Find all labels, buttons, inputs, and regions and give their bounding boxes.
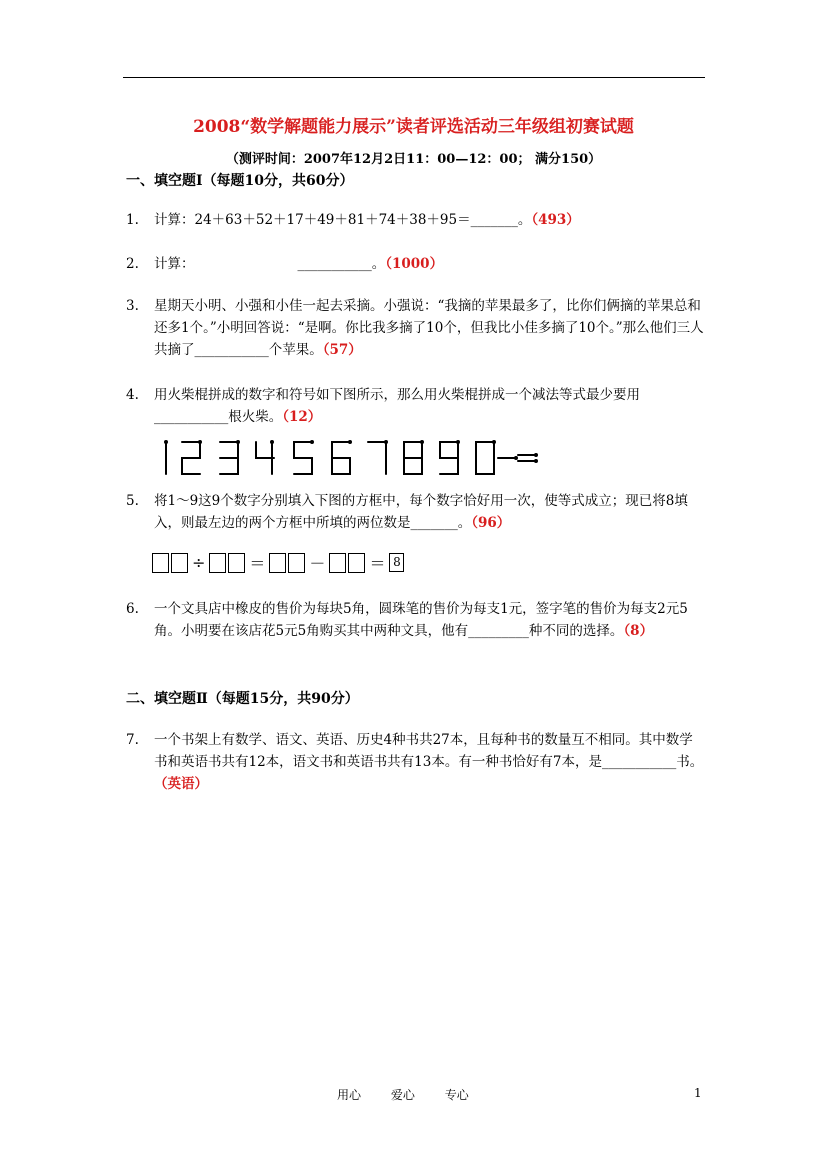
- page-number: 1: [694, 1086, 702, 1100]
- question-answer: （96）: [471, 515, 511, 531]
- question-5: [126, 490, 706, 534]
- question-4: [126, 384, 706, 428]
- empty-box: [329, 553, 346, 573]
- header-rule: [123, 77, 705, 78]
- question-answer: （英语）: [154, 776, 208, 792]
- exam-subtitle: （测评时间：2007年12月2日11：00—12：00； 满分150）: [225, 152, 602, 167]
- question-text: 将1～9这9个数字分别填入下图的方框中，每个数字恰好用一次，使等式成立；现已将8填入，则最左边的两个方框中所填的两位数是_______。: [154, 493, 688, 531]
- question-2: [126, 253, 706, 275]
- question-answer: （12）: [282, 409, 322, 425]
- empty-box: [288, 553, 305, 573]
- empty-box: [269, 553, 286, 573]
- equals-sign: ＝: [369, 554, 386, 573]
- question-text: 用火柴棍拼成的数字和符号如下图所示，那么用火柴棍拼成一个减法等式最少要用___________根火柴。: [154, 387, 640, 425]
- question-text: 一个书架上有数学、语文、英语、历史4种书共27本，且每种书的数量互不相同。其中数学书和英语书共有12本，语文书和英语书共有13本。有一种书恰好有7本，是___________书。: [154, 732, 704, 770]
- question-number: 3.: [126, 298, 139, 314]
- question-number: 7.: [126, 732, 139, 748]
- question-text: 计算：24＋63＋52＋17＋49＋81＋74＋38＋95＝_______。: [154, 212, 532, 228]
- filled-box-8: 8: [389, 553, 404, 572]
- question-1: [126, 209, 706, 231]
- empty-box: [171, 553, 188, 573]
- exam-title: 2008“数学解题能力展示”读者评选活动三年级组初赛试题: [193, 117, 634, 137]
- empty-box: [152, 553, 169, 573]
- matchstick-digits-figure: [160, 438, 540, 478]
- question-answer: （493）: [531, 212, 580, 228]
- question-text: 星期天小明、小强和小佳一起去采摘。小强说：“我摘的苹果最多了，比你们俩摘的苹果总和还多1个。”小明回答说：“是啊。你比我多摘了10个，但我比小佳多摘了10个。”那么他们三人共摘了___________个苹果。: [154, 298, 704, 358]
- question-7: [126, 729, 706, 795]
- question-number: 1.: [126, 212, 139, 228]
- minus-sign: －: [309, 554, 326, 573]
- equals-sign: ＝: [249, 554, 266, 573]
- footer-word: 爱心: [390, 1088, 415, 1102]
- question-answer: （1000）: [385, 256, 444, 272]
- footer-word: 专心: [444, 1088, 469, 1102]
- question-answer: （57）: [322, 342, 362, 358]
- equation-boxes: [152, 551, 406, 574]
- section-1-heading: 一、填空题Ⅰ（每题10分，共60分）: [126, 173, 354, 189]
- divide-sign: ÷: [192, 553, 206, 572]
- empty-box: [209, 553, 226, 573]
- empty-box: [228, 553, 245, 573]
- question-3: [126, 295, 706, 361]
- footer-word: 用心: [337, 1088, 362, 1102]
- question-number: 6.: [126, 601, 139, 617]
- question-6: [126, 598, 706, 642]
- question-number: 2.: [126, 256, 139, 272]
- question-text: 一个文具店中橡皮的售价为每块5角，圆珠笔的售价为每支1元，签字笔的售价为每支2元5角。小明要在该店花5元5角购买其中两种文具，他有_________种不同的选择。: [154, 601, 688, 639]
- question-number: 4.: [126, 387, 139, 403]
- question-answer: （8）: [623, 623, 654, 639]
- empty-box: [348, 553, 365, 573]
- question-text: 计算： ___________。: [154, 256, 386, 272]
- section-2-heading: 二、填空题Ⅱ（每题15分，共90分）: [126, 691, 359, 707]
- question-number: 5.: [126, 493, 139, 509]
